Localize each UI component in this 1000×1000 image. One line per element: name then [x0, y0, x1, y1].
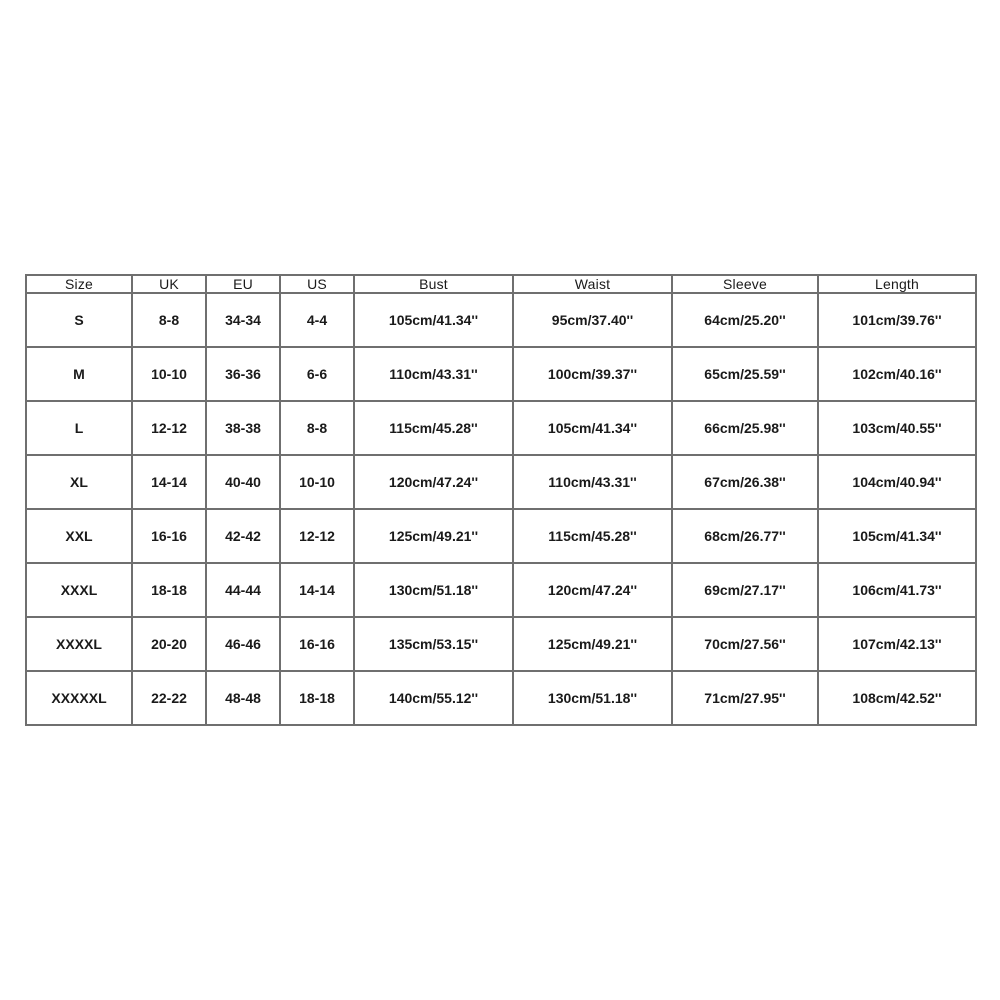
cell-size: L: [27, 402, 131, 454]
cell-uk: 14-14: [133, 456, 205, 508]
cell-length: 104cm/40.94'': [819, 456, 975, 508]
table-row: [27, 618, 975, 670]
size-chart-table: [25, 274, 977, 726]
cell-size: XXL: [27, 510, 131, 562]
cell-uk: 16-16: [133, 510, 205, 562]
cell-us: 18-18: [281, 672, 353, 724]
cell-size: XXXL: [27, 564, 131, 616]
cell-sleeve: 71cm/27.95'': [673, 672, 817, 724]
cell-sleeve: 68cm/26.77'': [673, 510, 817, 562]
cell-bust: 125cm/49.21'': [355, 510, 512, 562]
cell-eu: 40-40: [207, 456, 279, 508]
cell-uk: 18-18: [133, 564, 205, 616]
cell-us: 14-14: [281, 564, 353, 616]
cell-uk: 12-12: [133, 402, 205, 454]
cell-size: M: [27, 348, 131, 400]
table-row: [27, 348, 975, 400]
cell-us: 4-4: [281, 294, 353, 346]
cell-eu: 44-44: [207, 564, 279, 616]
table-row: [27, 456, 975, 508]
cell-waist: 100cm/39.37'': [514, 348, 671, 400]
header-sleeve: Sleeve: [673, 276, 817, 292]
cell-bust: 105cm/41.34'': [355, 294, 512, 346]
cell-size: XXXXXL: [27, 672, 131, 724]
cell-eu: 34-34: [207, 294, 279, 346]
cell-waist: 110cm/43.31'': [514, 456, 671, 508]
cell-length: 106cm/41.73'': [819, 564, 975, 616]
cell-length: 108cm/42.52'': [819, 672, 975, 724]
cell-us: 16-16: [281, 618, 353, 670]
cell-waist: 120cm/47.24'': [514, 564, 671, 616]
cell-bust: 140cm/55.12'': [355, 672, 512, 724]
table-row: [27, 510, 975, 562]
cell-uk: 20-20: [133, 618, 205, 670]
header-eu: EU: [207, 276, 279, 292]
header-size: Size: [27, 276, 131, 292]
cell-size: XXXXL: [27, 618, 131, 670]
cell-us: 12-12: [281, 510, 353, 562]
cell-sleeve: 64cm/25.20'': [673, 294, 817, 346]
cell-sleeve: 65cm/25.59'': [673, 348, 817, 400]
table-header-row: [27, 276, 975, 292]
cell-length: 107cm/42.13'': [819, 618, 975, 670]
cell-eu: 42-42: [207, 510, 279, 562]
cell-sleeve: 70cm/27.56'': [673, 618, 817, 670]
cell-waist: 105cm/41.34'': [514, 402, 671, 454]
cell-sleeve: 67cm/26.38'': [673, 456, 817, 508]
cell-waist: 130cm/51.18'': [514, 672, 671, 724]
cell-length: 102cm/40.16'': [819, 348, 975, 400]
cell-us: 10-10: [281, 456, 353, 508]
cell-bust: 110cm/43.31'': [355, 348, 512, 400]
table-row: [27, 294, 975, 346]
cell-eu: 48-48: [207, 672, 279, 724]
cell-eu: 38-38: [207, 402, 279, 454]
cell-size: XL: [27, 456, 131, 508]
cell-eu: 46-46: [207, 618, 279, 670]
table-body: [27, 294, 975, 724]
cell-waist: 95cm/37.40'': [514, 294, 671, 346]
cell-sleeve: 66cm/25.98'': [673, 402, 817, 454]
table-row: [27, 672, 975, 724]
cell-size: S: [27, 294, 131, 346]
cell-uk: 22-22: [133, 672, 205, 724]
header-uk: UK: [133, 276, 205, 292]
cell-length: 101cm/39.76'': [819, 294, 975, 346]
header-waist: Waist: [514, 276, 671, 292]
cell-us: 8-8: [281, 402, 353, 454]
header-bust: Bust: [355, 276, 512, 292]
cell-eu: 36-36: [207, 348, 279, 400]
header-us: US: [281, 276, 353, 292]
cell-uk: 10-10: [133, 348, 205, 400]
cell-us: 6-6: [281, 348, 353, 400]
cell-sleeve: 69cm/27.17'': [673, 564, 817, 616]
cell-length: 103cm/40.55'': [819, 402, 975, 454]
table-row: [27, 402, 975, 454]
cell-bust: 135cm/53.15'': [355, 618, 512, 670]
table-row: [27, 564, 975, 616]
cell-length: 105cm/41.34'': [819, 510, 975, 562]
cell-uk: 8-8: [133, 294, 205, 346]
cell-waist: 125cm/49.21'': [514, 618, 671, 670]
header-length: Length: [819, 276, 975, 292]
cell-waist: 115cm/45.28'': [514, 510, 671, 562]
cell-bust: 120cm/47.24'': [355, 456, 512, 508]
cell-bust: 130cm/51.18'': [355, 564, 512, 616]
cell-bust: 115cm/45.28'': [355, 402, 512, 454]
